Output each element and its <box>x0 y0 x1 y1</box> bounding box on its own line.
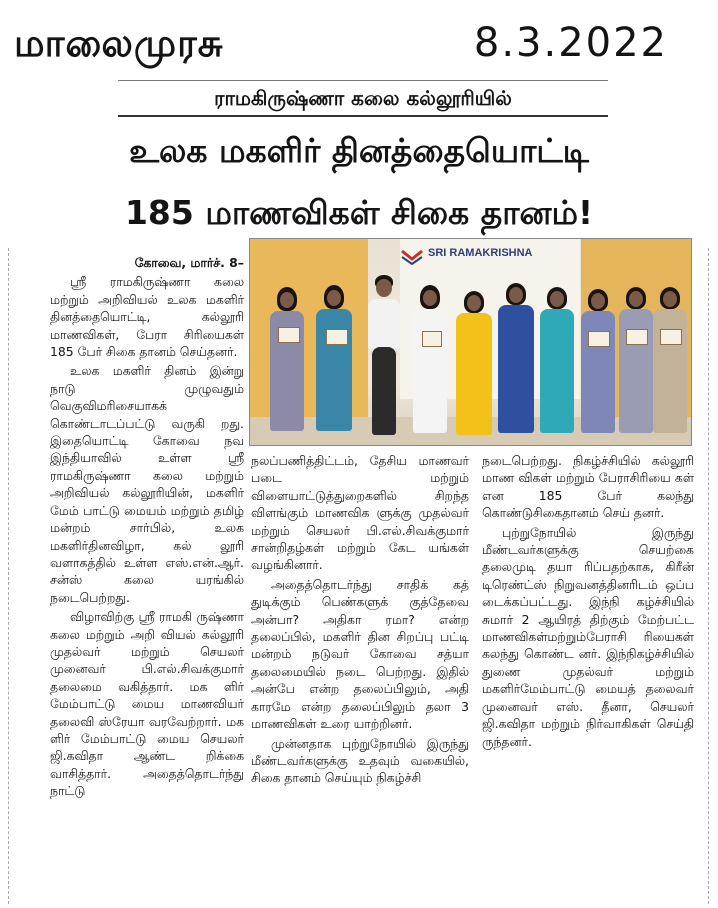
person-figure <box>618 287 654 437</box>
person-figure <box>538 287 576 437</box>
publication-date: 8.3.2022 <box>473 20 668 66</box>
article-paragraph: ஸ்ரீ ராமகிருஷ்ணா கலை மற்றும் அறிவியல் உலக மகளிர் தினத்தையொட்டி, கல்லூரி மாணவிகள், பேரா சிரியைகள் 185 பேர் சிகை தானம் செய்தனர். <box>50 274 244 360</box>
article-column-2 <box>251 452 469 902</box>
headline-line-2: 185 மாணவிகள் சிகை தானம்! <box>124 193 594 232</box>
article-paragraph: விழாவிற்கு ஸ்ரீ ராமகி ருஷ்ணா கலை மற்றும் அறி வியல் கல்லூரி முதல்வர் மற்றும் செயலர் முனைவர் பி.எல்.சிவக்குமார் தலைமை வகித்தார். மக ளிர் மேம்பாட்டு மைய மாணவியர் தலைவி ஸ்ரேயா வரவேற்றார். மக ளிர் மேம்பாட்டு மைய செயலர் ஜி.கவிதா ஆண்ட றிக்கை வாசித்தார். அதைத்தொடர்ந்து நாட்டு <box>50 609 244 799</box>
person-figure <box>410 285 450 437</box>
person-figure <box>364 275 404 437</box>
person-figure <box>496 283 536 437</box>
person-figure <box>314 285 354 435</box>
article-paragraph: உலக மகளிர் தினம் இன்று நாடு முழுவதும் வெகுவிமரிசையாகக் கொண்டாடப்பட்டு வருகி றது. இதையொட்டி கோவை நவ இந்தியாவில் உள்ள ஸ்ரீ ராமகிருஷ்ணா கலை மற்றும் அறிவியல் கல்லூரியின், மகளிர் மேம் பாட்டு மையம் மற்றும் தமிழ் மன்றம் சார்பில், உலக மகளிர்தினவிழா, கல் லூரி வளாகத்தில் உள்ள எஸ்.என்.ஆர். சன்ஸ் கலை யரங்கில் நடைபெற்றது. <box>50 363 244 605</box>
person-figure <box>580 289 616 437</box>
photo-banner-text: SRI RAMAKRISHNA <box>428 247 533 259</box>
dateline: கோவை, மார்ச். 8– <box>134 255 244 270</box>
article-paragraph: முன்னதாக புற்றுநோயில் இருந்து மீண்டவர்களுக்கு உதவும் வகையில், சிகை தானம் செய்யும் நிகழ்ச்சி <box>251 735 469 786</box>
article-paragraph: புற்றுநோயில் இருந்து மீண்டவர்களுக்கு செயற்கை தலைமுடி தயா ரிப்பதற்காக, கிரீன் டிரெண்ட்ஸ் நிறுவனத்தினரிடம் ஒப்ப டைக்கப்பட்டது. இந்நி கழ்ச்சியில் சுமார் 2 ஆயிரத் திற்கும் மேற்பட்ட மாணவிகள்மற்றும்பேராசி ரியைகள் கலந்து கொண்ட னர். இந்நிகழ்ச்சியில் துணை முதல்வர் மற்றும் மகளிர்மேம்பாட்டு மையத் தலைவர் முனைவர் எஸ். தீனா, செயலர் ஜி.கவிதா மற்றும் நிர்வாகிகள் செய்தி ருந்தனர். <box>482 524 694 749</box>
headline-line-1: உலக மகளிர் தினத்தையொட்டி <box>129 131 589 170</box>
article-paragraph: நலப்பணித்திட்டம், தேசிய மாணவர் படை மற்றும் விளையாட்டுத்துறைகளில் சிறந்த விளங்கும் மாணவிக ளுக்கு முதல்வர் மற்றும் செயலர் பி.எல்.சிவக்குமார் சான்றிதழ்கள் மற்றும் கேட யங்கள் வழங்கினார். <box>251 453 469 573</box>
article-paragraph: நடைபெற்றது. நிகழ்ச்சியில் கல்லூரி மாண விகள் மற்றும் பேராசிரியை கள் என 185 பேர் கலந்து கொண்டுசிகைதானம் செய் தனர். <box>482 453 694 521</box>
newspaper-name: மாலைமுரசு <box>14 21 224 65</box>
person-figure <box>652 287 688 437</box>
kicker-subheading: ராமகிருஷ்ணா கலை கல்லூரியில் <box>118 80 608 117</box>
person-figure <box>454 291 494 437</box>
article-paragraph: அதைத்தொடர்ந்து சாதிக் கத் துடிக்கும் பெண்களுக் குத்தேவை அன்பா? அதிகா ரமா? என்ற தலைப்பில், மகளிர் தின சிறப்பு பட்டி மன்றம் நடுவர் கோவை சத்யா தலைமையில் நடை பெற்றது. இதில் அன்பே என்ற தலைப்பிலும், அதி காரமே என்ற தலைப்பிலும் தலா 3 மாணவிகள் உரை யாற்றினர். <box>251 576 469 732</box>
right-margin-rule <box>708 248 709 904</box>
event-photo <box>249 238 692 446</box>
college-logo-icon <box>400 247 424 265</box>
article-column-1 <box>50 254 244 902</box>
masthead <box>14 14 704 72</box>
left-margin-rule <box>8 248 9 904</box>
person-figure <box>268 287 306 435</box>
article-column-3 <box>482 452 694 902</box>
